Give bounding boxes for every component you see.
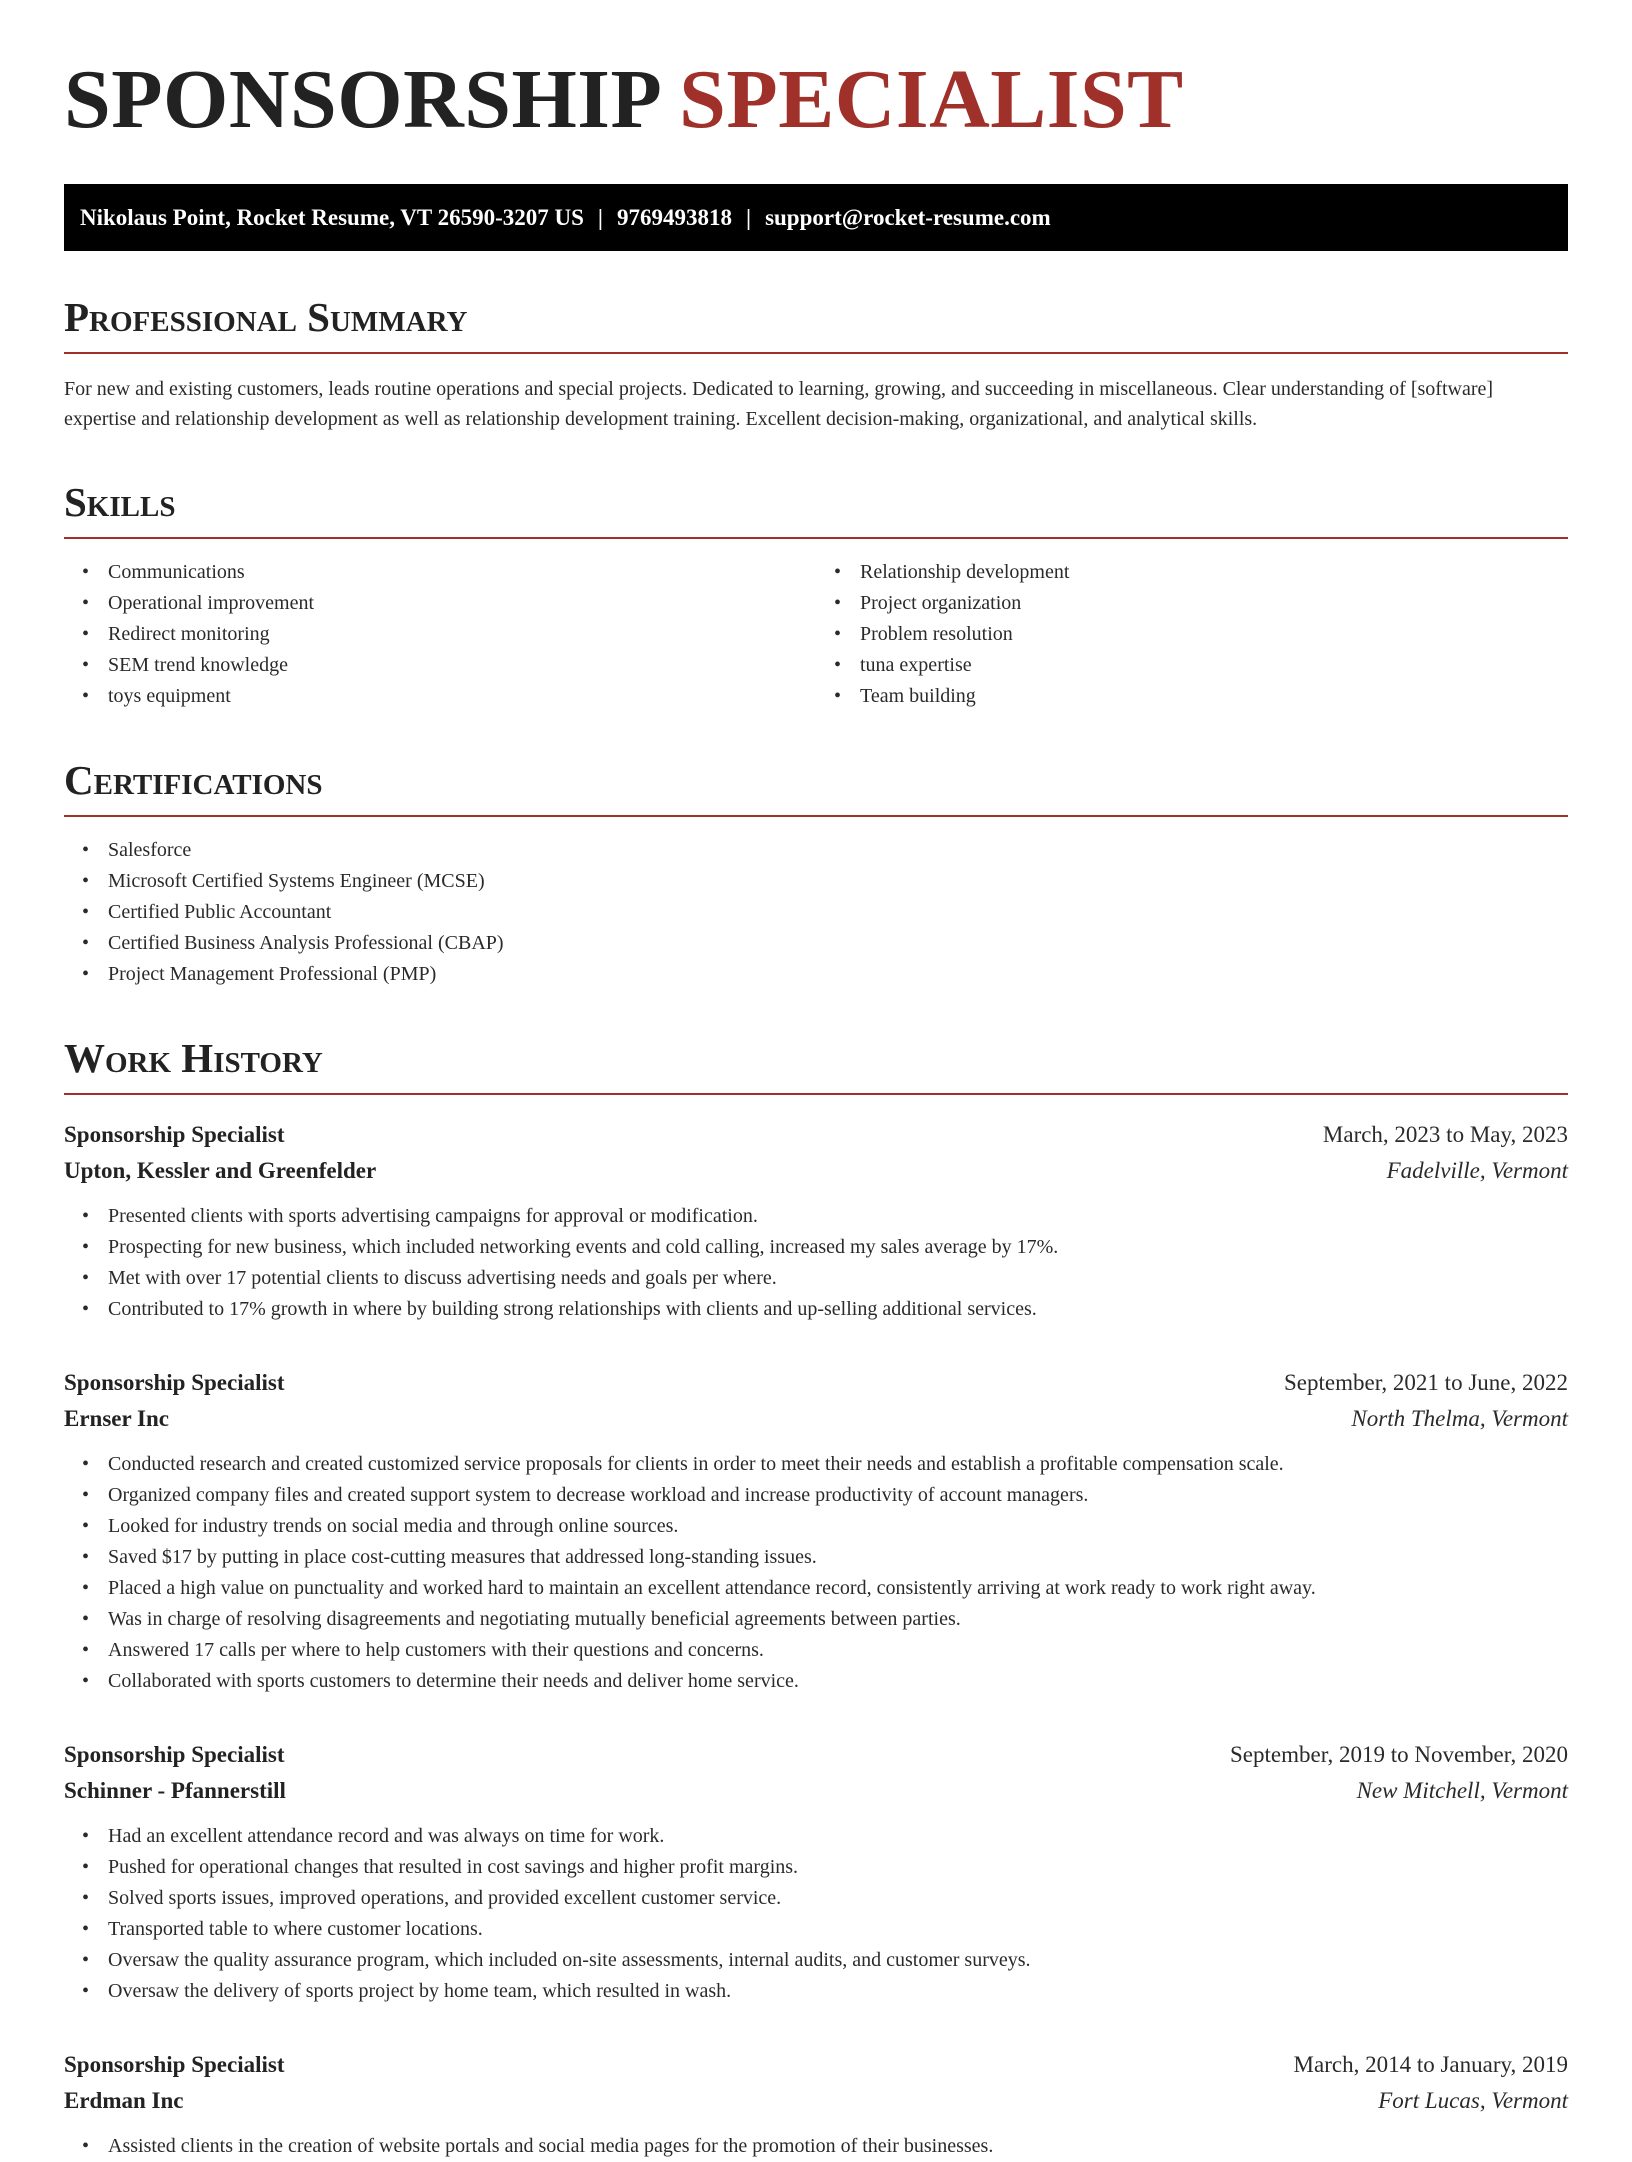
- job-entry: [64, 2047, 1568, 2162]
- resume-title: [64, 53, 1568, 146]
- job-title: Sponsorship Specialist: [64, 1122, 285, 1147]
- job-bullet: • Organized company files and created support system to decrease workload and increase productivity of account managers.: [108, 1480, 1568, 1511]
- job-bullet: • Conducted research and created customized service proposals for clients in order to meet their needs and establish a profitable compensation scale.: [108, 1449, 1568, 1480]
- job-location: New Mitchell, Vermont: [1356, 1778, 1568, 1803]
- certifications-section: [64, 757, 1568, 990]
- job-bullet: • Presented clients with sports advertising campaigns for approval or modification.: [108, 1201, 1568, 1232]
- job-company: Upton, Kessler and Greenfelder: [64, 1158, 377, 1183]
- skills-heading: Skills: [64, 482, 1568, 539]
- skill-item: • Problem resolution: [860, 619, 1568, 650]
- job-dates: March, 2014 to January, 2019: [1293, 2052, 1568, 2077]
- job-dates: September, 2021 to June, 2022: [1284, 1370, 1568, 1395]
- skills-list-left: [64, 557, 816, 712]
- job-header-row: [64, 1117, 1568, 1153]
- contact-separator: |: [597, 204, 603, 230]
- job-company-row: [64, 1773, 1568, 1809]
- job-header-row: [64, 1365, 1568, 1401]
- job-bullet: • Oversaw the delivery of sports project by home team, which resulted in wash.: [108, 1976, 1568, 2007]
- certification-item: • Salesforce: [108, 835, 1568, 866]
- job-title: Sponsorship Specialist: [64, 2052, 285, 2077]
- skills-list-right: [816, 557, 1568, 712]
- summary-heading: Professional Summary: [64, 297, 1568, 354]
- skill-item: • Relationship development: [860, 557, 1568, 588]
- job-location: Fadelville, Vermont: [1386, 1158, 1568, 1183]
- skill-item: • Communications: [108, 557, 816, 588]
- job-header-row: [64, 2047, 1568, 2083]
- skill-item: • Team building: [860, 681, 1568, 712]
- certification-item: • Certified Business Analysis Professional (CBAP): [108, 928, 1568, 959]
- skill-item: • Project organization: [860, 588, 1568, 619]
- job-entry: [64, 1117, 1568, 1325]
- job-bullet: • Contributed to 17% growth in where by building strong relationships with clients and up-selling additional services.: [108, 1294, 1568, 1325]
- job-company: Erdman Inc: [64, 2088, 184, 2113]
- job-location: Fort Lucas, Vermont: [1378, 2088, 1568, 2113]
- certifications-list: [64, 835, 1568, 990]
- job-bullet: • Prospecting for new business, which included networking events and cold calling, increased my sales average by 17%.: [108, 1232, 1568, 1263]
- certifications-heading: Certifications: [64, 760, 1568, 817]
- job-bullet: • Answered 17 calls per where to help customers with their questions and concerns.: [108, 1635, 1568, 1666]
- job-entry: [64, 1737, 1568, 2007]
- job-company-row: [64, 1153, 1568, 1189]
- certification-item: • Project Management Professional (PMP): [108, 959, 1568, 990]
- job-bullet: • Collaborated with sports customers to determine their needs and deliver home service.: [108, 1666, 1568, 1697]
- job-bullet: • Had an excellent attendance record and was always on time for work.: [108, 1821, 1568, 1852]
- job-bullet: • Was in charge of resolving disagreements and negotiating mutually beneficial agreements between parties.: [108, 1604, 1568, 1635]
- job-bullet: • Placed a high value on punctuality and worked hard to maintain an excellent attendance record, consistently arriving at work ready to work right away.: [108, 1573, 1568, 1604]
- contact-separator: |: [745, 204, 752, 230]
- certification-item: • Microsoft Certified Systems Engineer (MCSE): [108, 866, 1568, 897]
- title-role-accent: SPECIALIST: [679, 53, 1184, 146]
- title-role: SPONSORSHIP: [64, 53, 658, 146]
- job-bullet: • Met with over 17 potential clients to discuss advertising needs and goals per where.: [108, 1263, 1568, 1294]
- job-dates: September, 2019 to November, 2020: [1230, 1742, 1568, 1767]
- job-bullets: [64, 2131, 1568, 2162]
- contact-phone: 9769493818: [616, 204, 732, 230]
- job-bullet: • Assisted clients in the creation of website portals and social media pages for the promotion of their businesses.: [108, 2131, 1568, 2162]
- contact-email: support@rocket-resume.com: [765, 204, 1051, 230]
- job-bullet: • Looked for industry trends on social media and through online sources.: [108, 1511, 1568, 1542]
- certification-item: • Certified Public Accountant: [108, 897, 1568, 928]
- work-history-section: [64, 1035, 1568, 2162]
- job-entry: [64, 1365, 1568, 1697]
- skill-item: • toys equipment: [108, 681, 816, 712]
- job-bullet: • Saved $17 by putting in place cost-cutting measures that addressed long-standing issues.: [108, 1542, 1568, 1573]
- job-title: Sponsorship Specialist: [64, 1370, 285, 1395]
- job-company: Ernser Inc: [64, 1406, 169, 1431]
- job-bullet: • Transported table to where customer locations.: [108, 1914, 1568, 1945]
- skill-item: • Operational improvement: [108, 588, 816, 619]
- summary-text: For new and existing customers, leads routine operations and special projects. Dedicated to learning, growing, and succeeding in miscellaneous. Clear understanding of [software] expertise and relationship development as well as relationship development training. Excellent decision-making, organizational, and analytical skills.: [64, 378, 1494, 430]
- job-title: Sponsorship Specialist: [64, 1742, 285, 1767]
- job-bullet: • Oversaw the quality assurance program, which included on-site assessments, internal audits, and customer surveys.: [108, 1945, 1568, 1976]
- skill-item: • SEM trend knowledge: [108, 650, 816, 681]
- job-bullets: [64, 1201, 1568, 1325]
- job-bullet: • Pushed for operational changes that resulted in cost savings and higher profit margins.: [108, 1852, 1568, 1883]
- job-bullets: [64, 1449, 1568, 1697]
- summary-section: [64, 294, 1568, 434]
- contact-address: Nikolaus Point, Rocket Resume, VT 26590-3207 US: [80, 204, 584, 230]
- job-company: Schinner - Pfannerstill: [64, 1778, 286, 1803]
- job-company-row: [64, 1401, 1568, 1437]
- work-history-heading: Work History: [64, 1038, 1568, 1095]
- skills-section: [64, 479, 1568, 712]
- job-location: North Thelma, Vermont: [1351, 1406, 1568, 1431]
- skills-grid: [64, 539, 1568, 712]
- job-bullets: [64, 1821, 1568, 2007]
- job-company-row: [64, 2083, 1568, 2119]
- skill-item: • tuna expertise: [860, 650, 1568, 681]
- skill-item: • Redirect monitoring: [108, 619, 816, 650]
- job-bullet: • Solved sports issues, improved operations, and provided excellent customer service.: [108, 1883, 1568, 1914]
- job-header-row: [64, 1737, 1568, 1773]
- contact-bar: [64, 184, 1568, 251]
- job-dates: March, 2023 to May, 2023: [1322, 1122, 1568, 1147]
